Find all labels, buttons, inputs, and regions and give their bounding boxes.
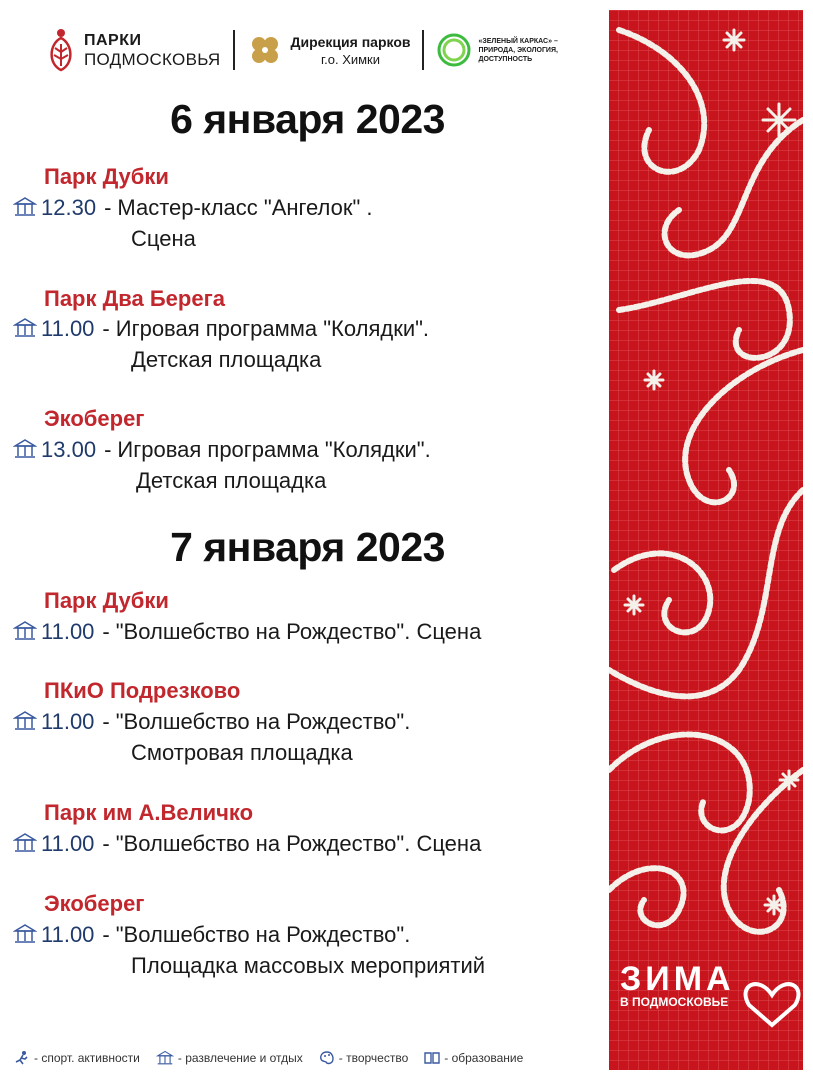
logo1-line1: ПАРКИ	[84, 32, 142, 49]
winter-brand	[620, 960, 735, 1009]
event-text: "Волшебство на Рождество". Сцена	[115, 619, 482, 644]
event-time: 11.00	[41, 619, 95, 644]
venue-name: Парк Два Берега	[44, 286, 225, 311]
dash: -	[104, 437, 112, 462]
carousel-icon	[156, 1050, 174, 1066]
book-icon	[424, 1050, 440, 1066]
mosaic-pattern	[609, 10, 803, 1070]
logo2-line1: Дирекция парков	[290, 33, 411, 50]
event-text: Мастер-класс "Ангелок" .	[117, 195, 373, 220]
green-ring-icon	[436, 32, 472, 68]
event-text: Игровая программа "Колядки".	[115, 316, 430, 341]
event-row	[13, 922, 410, 951]
dash: -	[102, 922, 110, 947]
dash: -	[102, 709, 110, 734]
event-location: Детская площадка	[131, 347, 322, 372]
brand-line2: В ПОДМОСКОВЬЕ	[620, 995, 729, 1009]
dash: -	[102, 619, 110, 644]
legend-item	[156, 1050, 303, 1066]
legend-label: - творчество	[338, 1051, 409, 1065]
parks-podmoskovya-logo	[44, 26, 221, 74]
event-row	[13, 437, 431, 466]
divider	[233, 30, 235, 70]
header-logos	[44, 22, 604, 78]
legend-item	[424, 1050, 523, 1066]
legend-label: - развлечение и отдых	[177, 1051, 303, 1065]
event-row	[13, 316, 429, 345]
venue-name: Экоберег	[44, 891, 145, 916]
day-title: 7 января 2023	[170, 524, 445, 570]
event-text: "Волшебство на Рождество". Сцена	[115, 831, 482, 856]
carousel-icon	[13, 317, 41, 345]
legend-label: - образование	[444, 1051, 524, 1065]
carousel-icon	[13, 710, 41, 738]
event-text: "Волшебство на Рождество".	[115, 709, 411, 734]
carousel-icon	[13, 923, 41, 951]
logo3-text: «ЗЕЛЕНЫЙ КАРКАС» – ПРИРОДА, ЭКОЛОГИЯ, ДОСТУПНОСТЬ	[478, 37, 558, 63]
park-directorate-logo	[247, 32, 411, 68]
logo1-line2: ПОДМОСКОВЬЯ	[84, 50, 221, 69]
carousel-icon	[13, 438, 41, 466]
venue-name: Парк им А.Величко	[44, 800, 254, 825]
venue-name: Парк Дубки	[44, 164, 169, 189]
mosaic-panel	[609, 10, 803, 1070]
venue-name: Экоберег	[44, 406, 145, 431]
event-location: Площадка массовых мероприятий	[131, 953, 486, 978]
venue-name: Парк Дубки	[44, 588, 169, 613]
runner-icon	[14, 1050, 30, 1066]
green-frame-logo	[436, 32, 588, 68]
event-time: 11.00	[41, 831, 95, 856]
carousel-icon	[13, 620, 41, 648]
clover-logo-icon	[247, 32, 283, 68]
legend-item	[14, 1050, 140, 1066]
carousel-icon	[13, 196, 41, 224]
event-text: "Волшебство на Рождество".	[115, 922, 411, 947]
event-row	[13, 195, 373, 224]
venue-name: ПКиО Подрезково	[44, 678, 241, 703]
event-row	[13, 709, 410, 738]
brand-line1: ЗИМА	[620, 960, 735, 998]
legend-item	[319, 1050, 409, 1066]
event-time: 11.00	[41, 709, 95, 734]
divider	[422, 30, 424, 70]
event-row	[13, 619, 481, 648]
dash: -	[102, 831, 110, 856]
event-location: Детская площадка	[136, 468, 327, 493]
event-time: 12.30	[41, 195, 97, 220]
carousel-icon	[13, 832, 41, 860]
legend	[14, 1050, 539, 1066]
dash: -	[104, 195, 112, 220]
event-text: Игровая программа "Колядки".	[117, 437, 431, 462]
event-location: Смотровая площадка	[131, 740, 353, 765]
event-time: 13.00	[41, 437, 97, 462]
logo2-line2: г.о. Химки	[320, 51, 381, 67]
event-row	[13, 831, 481, 860]
dash: -	[102, 316, 110, 341]
tree-logo-icon	[44, 26, 78, 74]
event-time: 11.00	[41, 316, 95, 341]
legend-label: - спорт. активности	[34, 1051, 140, 1065]
day-title: 6 января 2023	[170, 96, 445, 142]
event-time: 11.00	[41, 922, 95, 947]
palette-icon	[319, 1050, 335, 1066]
event-location: Сцена	[131, 226, 196, 251]
